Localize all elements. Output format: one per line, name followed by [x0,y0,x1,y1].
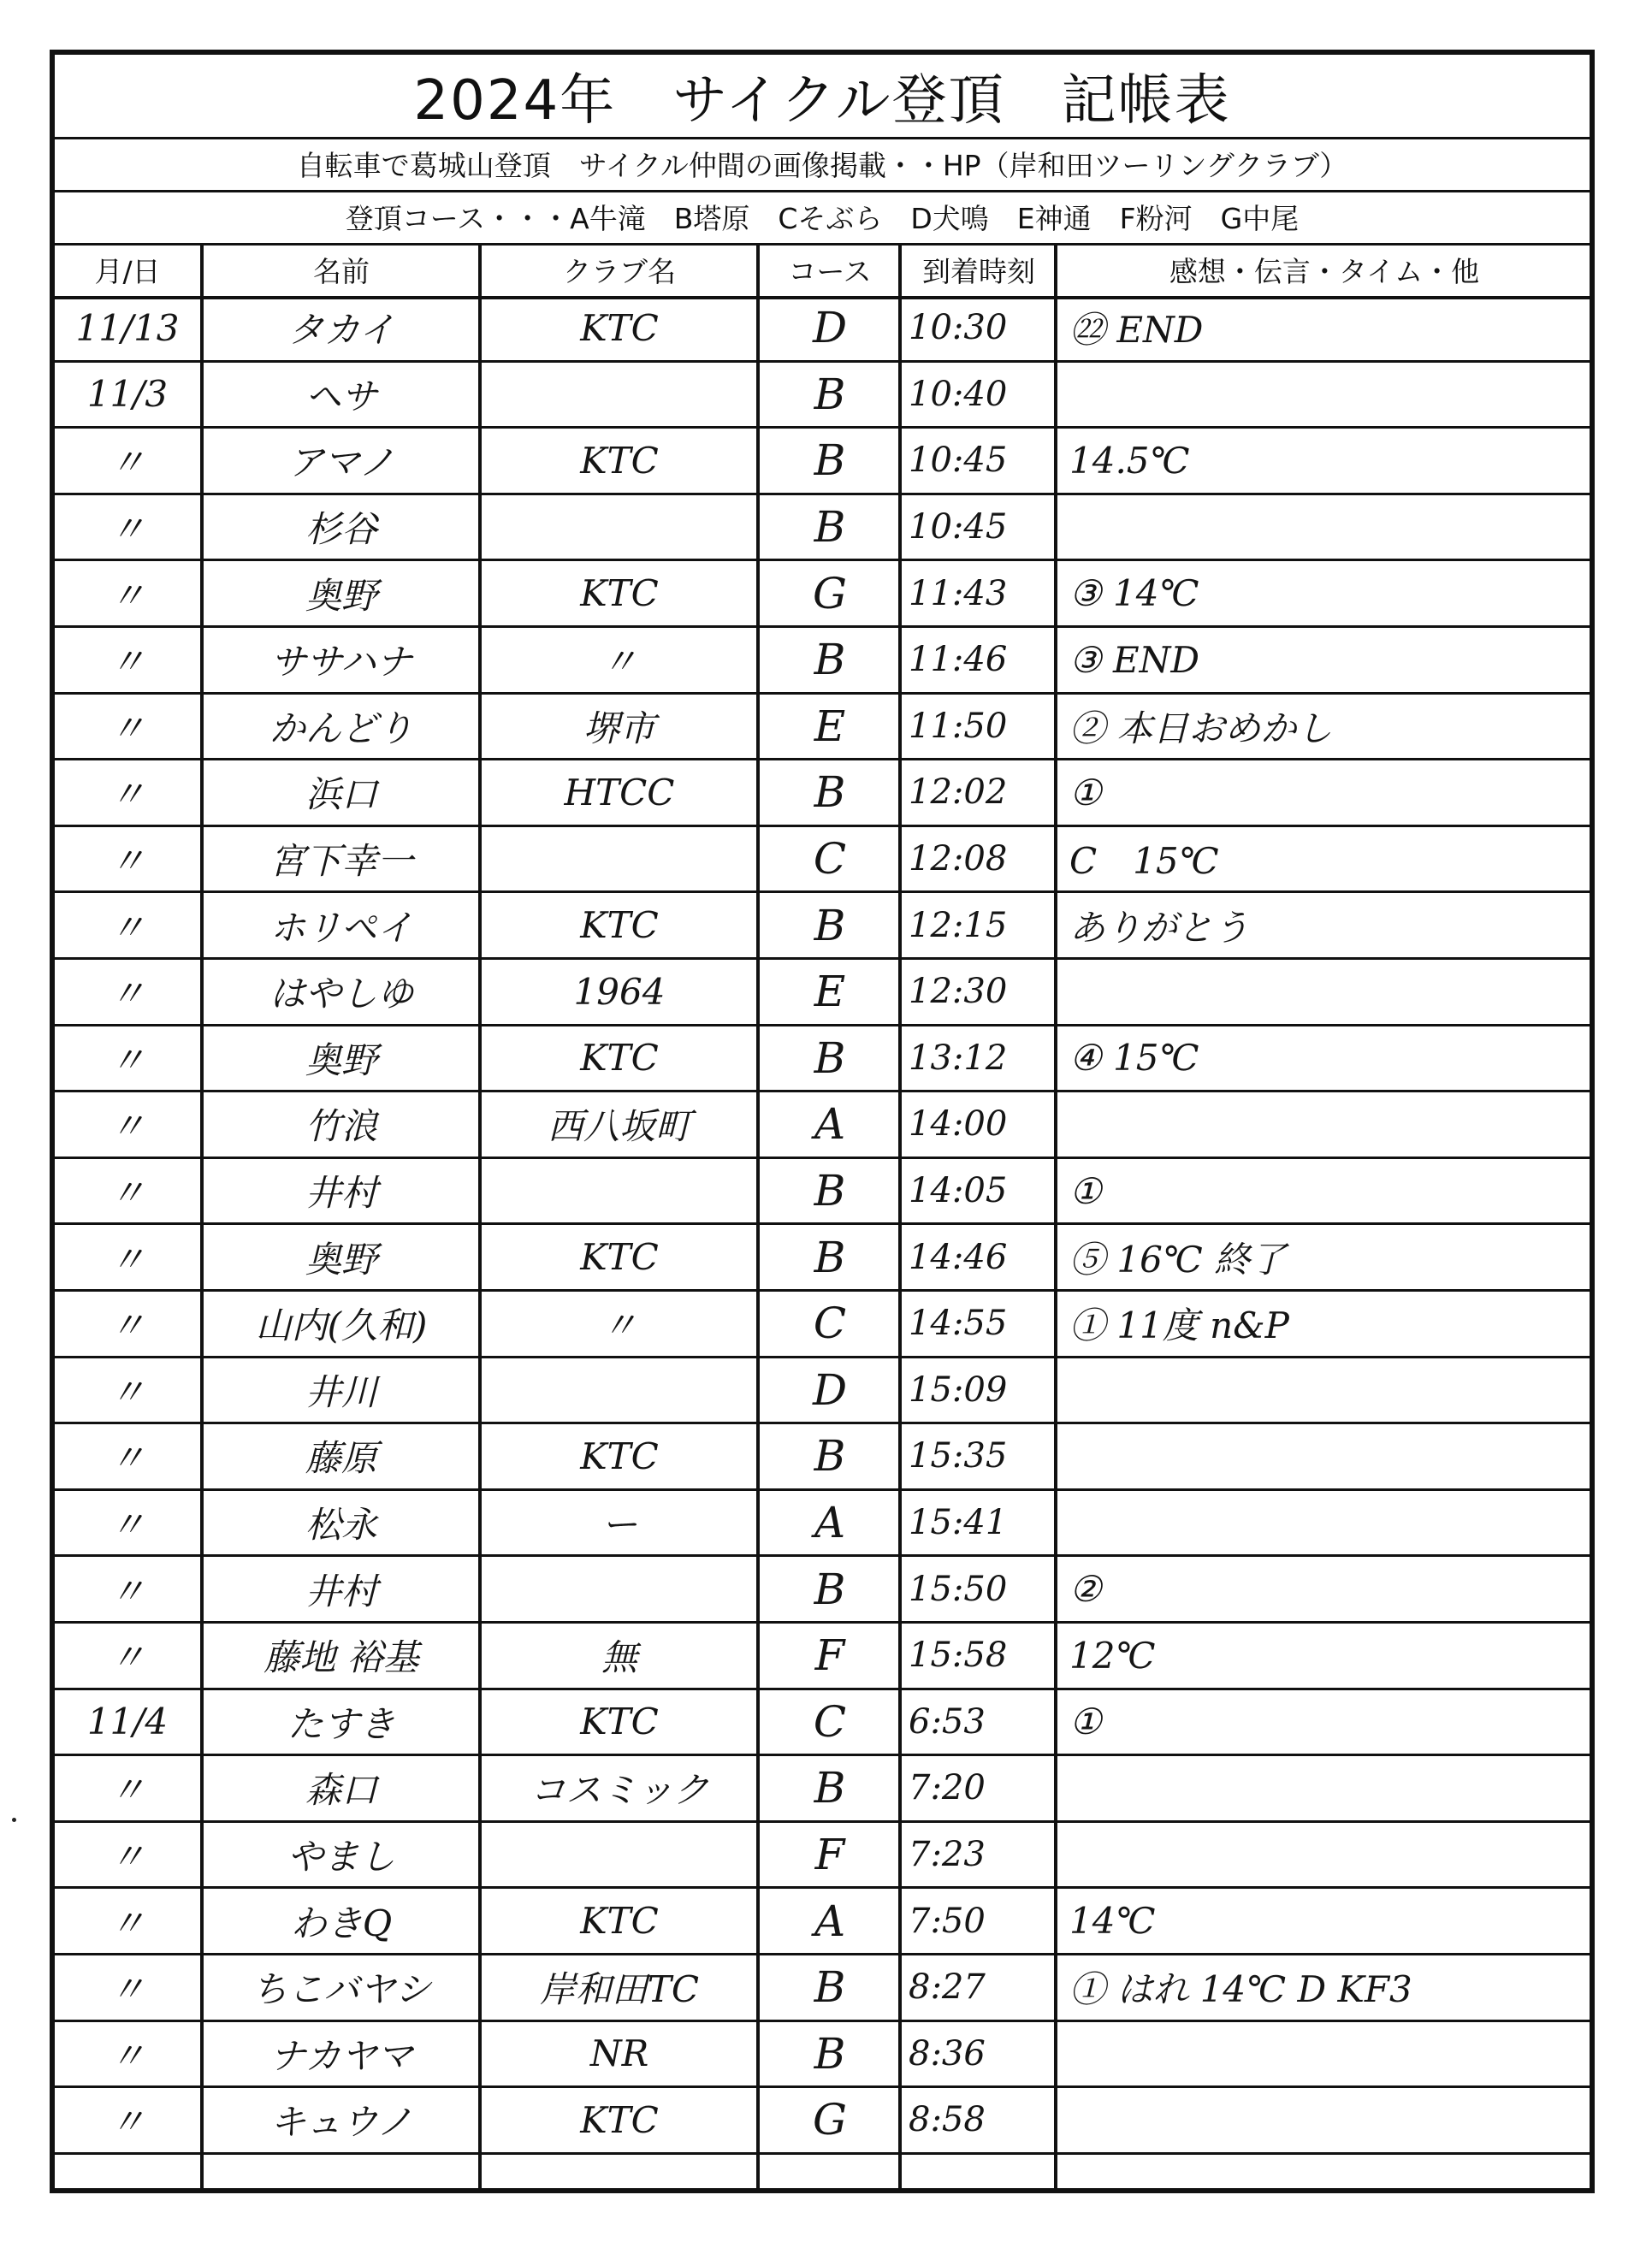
entry-name: やまし [287,1836,395,1878]
entry-time: 12:30 [909,972,1008,1012]
entry-name: ホリペイ [269,906,413,949]
entry-note: ① [1069,1701,1102,1743]
entry-time: 15:50 [909,1569,1008,1609]
entry-name: アマノ [287,441,395,484]
entry-note: 12℃ [1069,1634,1156,1677]
entry-club: KTC [580,1435,659,1477]
entry-time: 10:45 [909,441,1008,481]
table-row [55,628,1590,695]
entry-name: 奥野 [305,574,377,617]
entry-club: KTC [580,904,659,947]
entry-name: 奥野 [305,1038,377,1081]
entry-time: 8:27 [909,1967,986,2008]
entry-name: 奥野 [305,1238,377,1281]
entry-club: KTC [580,306,659,349]
table-row [55,1092,1590,1159]
entry-course: B [814,1232,846,1282]
table-row [55,893,1590,960]
entry-club [483,363,756,427]
entry-date: 〃 [109,2101,145,2144]
entry-note [1059,1491,1600,1555]
entry-time: 12:08 [909,839,1008,879]
entry-course: B [814,369,846,419]
entry-name: 宮下幸一 [269,840,413,883]
entry-course: G [813,2095,847,2145]
entry-date: 〃 [109,1238,145,1281]
entry-name: キュウノ [269,2101,413,2144]
entry-date: 〃 [109,973,145,1015]
subtitle: 自転車で葛城山登頂 サイクル仲間の画像掲載・・HP（岸和田ツーリングクラブ） [55,137,1590,192]
header-date: 月/日 [94,254,161,288]
log-sheet [50,50,1595,2193]
entry-time: 10:40 [909,374,1008,414]
entry-name: 山内(久和) [255,1304,428,1347]
entry-name: はやしゆ [269,973,413,1015]
entry-time: 7:23 [909,1835,986,1875]
entry-time: 11:50 [909,706,1008,746]
table-row [55,1225,1590,1292]
table-row [55,561,1590,628]
table-row [55,1424,1590,1491]
entry-name: 井村 [305,1570,377,1612]
entry-name: たすき [287,1702,395,1745]
header-course: コース [788,254,872,288]
entry-date: 〃 [109,1504,145,1547]
entry-name: かんどり [269,707,413,749]
entry-course: B [814,635,846,685]
entry-club [483,827,756,891]
entry-club [483,1823,756,1887]
table-row [55,960,1590,1026]
entry-name: ちこバヤシ [252,1968,431,2011]
entry-club [483,1358,756,1423]
entry-name: 井川 [305,1370,377,1413]
entry-note: ③ 14℃ [1069,572,1199,615]
entry-time: 7:50 [909,1901,986,1941]
entry-club: 岸和田TC [539,1968,700,2011]
entry-time: 14:46 [909,1237,1008,1277]
entry-course: B [814,1962,846,2013]
entry-time: 14:05 [909,1171,1008,1211]
entry-course: B [814,435,846,486]
entry-name: タカイ [287,309,395,352]
table-row [55,1358,1590,1425]
table-row [55,1756,1590,1823]
entry-time: 14:55 [909,1304,1008,1344]
table-row [55,363,1590,429]
entry-club: 西八坂町 [547,1105,691,1148]
entry-date: 〃 [109,1370,145,1413]
entry-note: ② 本日おめかし [1069,707,1333,749]
entry-club: KTC [580,572,659,615]
entry-note: 14℃ [1069,1900,1156,1943]
entry-name: ナカヤマ [269,2034,413,2077]
entry-club: KTC [580,1236,659,1279]
entry-time: 14:00 [909,1104,1008,1145]
entry-course: G [813,568,847,618]
entry-date: 〃 [109,441,145,484]
entry-course: D [812,1364,848,1415]
table-row [55,1159,1590,1226]
entry-course: B [814,1166,846,1216]
entry-course: C [813,834,847,884]
table-row [55,495,1590,562]
entry-club: 1964 [573,970,666,1013]
entry-time: 15:35 [909,1436,1008,1476]
entry-course: A [814,1498,846,1548]
entry-course: C [813,1696,847,1747]
entry-club: KTC [580,1037,659,1080]
entry-date: 〃 [109,1570,145,1612]
entry-note: ④ 15℃ [1069,1037,1199,1080]
entry-date: 〃 [109,1105,145,1148]
table-row [55,1955,1590,2022]
entry-note [1059,1756,1600,1820]
stray-mark [12,1818,16,1822]
entry-name: 浜口 [305,773,377,816]
table-row [55,1823,1590,1890]
table-row [55,1292,1590,1358]
entry-note [1059,960,1600,1024]
entry-course: B [814,1431,846,1482]
table-row [55,1624,1590,1690]
table-header [55,243,1590,299]
entry-note [1059,363,1600,427]
entry-date: 〃 [109,1636,145,1679]
entry-name: 森口 [305,1769,377,1812]
entry-note [1059,1424,1600,1488]
entry-time: 13:12 [909,1038,1008,1078]
entry-note: ありがとう [1069,906,1250,949]
entry-time: 12:15 [909,905,1008,945]
entry-course: A [814,1099,846,1150]
entry-time: 15:41 [909,1503,1008,1543]
entry-date: 11/4 [86,1701,169,1743]
entry-club: NR [589,2032,649,2075]
entry-date: 〃 [109,773,145,816]
entry-name: 竹浪 [305,1105,377,1148]
table-row [55,1557,1590,1624]
entry-time: 11:43 [909,573,1008,613]
entry-time: 8:58 [909,2100,986,2140]
entry-note: ① [1069,1169,1102,1212]
entry-date: 〃 [109,840,145,883]
entry-club: ー [601,1504,637,1547]
entry-name: わきQ [290,1902,393,1944]
entry-date: 〃 [109,1836,145,1878]
entry-course: B [814,1032,846,1083]
entry-club: HTCC [564,771,675,813]
entry-name: ササハナ [270,641,412,683]
entry-course: F [814,1830,845,1880]
entry-name: 杉谷 [305,508,377,551]
entry-time: 11:46 [909,640,1008,680]
entry-time: 15:58 [909,1636,1008,1676]
entry-club: 〃 [601,641,637,683]
entry-note: ① [1069,771,1102,813]
entry-club: コスミック [530,1769,709,1812]
entry-course: B [814,502,846,553]
entry-date: 11/13 [75,306,180,349]
entry-date: 〃 [109,707,145,749]
entry-note [1059,1092,1600,1157]
entry-date: 〃 [109,574,145,617]
entry-time: 10:30 [909,308,1008,348]
entry-time: 6:53 [909,1701,986,1742]
entry-course: B [814,900,846,950]
table-row [55,1889,1590,1955]
entry-name: 松永 [305,1504,377,1547]
course-legend: 登頂コース・・・A牛滝 B塔原 Cそぶら D犬鳴 E神通 F粉河 G中尾 [55,190,1590,246]
entry-note: ③ END [1069,638,1200,681]
entry-club: KTC [580,1900,659,1943]
entry-course: A [814,1896,846,1946]
entry-note: 14.5℃ [1069,439,1190,482]
table-row [55,827,1590,894]
entry-course: F [814,1630,845,1681]
entry-date: 〃 [109,1968,145,2011]
entry-course: E [814,701,846,751]
entry-date: 〃 [109,1437,145,1480]
entry-course: B [814,2028,846,2079]
entry-course: B [814,1564,846,1614]
entry-club: KTC [580,2098,659,2141]
entry-name: 藤地 裕基 [263,1636,419,1679]
entry-date: 〃 [109,906,145,949]
table-row [55,2088,1590,2155]
entry-name: ヘサ [305,375,377,417]
entry-date: 〃 [109,1304,145,1347]
entry-club: KTC [580,439,659,482]
entry-date: 〃 [109,2034,145,2077]
header-note: 感想・伝言・タイム・他 [1169,254,1480,288]
entry-name: 藤原 [305,1437,377,1480]
header-time: 到着時刻 [922,254,1035,288]
entry-course: E [814,967,846,1017]
table-row [55,1491,1590,1558]
entry-time: 7:20 [909,1768,986,1808]
entry-date: 〃 [109,1769,145,1812]
table-row [55,2022,1590,2089]
entry-club: KTC [580,1701,659,1743]
entry-time: 12:02 [909,772,1008,813]
table-row [55,1026,1590,1093]
entry-note: ⑤ 16℃ 終了 [1069,1238,1287,1281]
entry-name: 井村 [305,1172,377,1215]
entry-note [1059,2088,1600,2152]
entry-date: 〃 [109,1038,145,1081]
entry-date: 11/3 [86,373,169,416]
header-club: クラブ名 [563,254,676,288]
entry-time: 15:09 [909,1370,1008,1410]
entry-time: 8:36 [909,2033,986,2074]
entry-note [1059,2022,1600,2086]
entry-time: 10:45 [909,507,1008,547]
table-row [55,760,1590,827]
entry-club [483,495,756,559]
header-name: 名前 [313,254,370,288]
entry-club [483,1159,756,1223]
entry-note [1059,1358,1600,1423]
entry-date: 〃 [109,508,145,551]
page-title: 2024年 サイクル登頂 記帳表 [55,55,1590,139]
table-row [55,296,1590,363]
entry-note [1059,495,1600,559]
entry-note: ② [1069,1568,1102,1611]
entry-note: ㉒ END [1069,309,1204,352]
entry-club [483,1557,756,1621]
entry-course: C [813,1299,847,1349]
entry-club: 〃 [601,1304,637,1347]
entry-club: 堺市 [583,707,655,749]
entry-course: B [814,767,846,818]
entry-date: 〃 [109,1172,145,1215]
entry-note [1059,1823,1600,1887]
table-row [55,695,1590,761]
entry-note: C 15℃ [1069,840,1219,883]
table-row [55,1690,1590,1757]
entry-course: B [814,1763,846,1813]
entry-date: 〃 [109,641,145,683]
entry-date: 〃 [109,1902,145,1944]
entry-course: D [812,303,848,353]
entry-club: 無 [601,1636,637,1679]
entry-note: ① 11度 n&P [1069,1304,1289,1347]
table-row [55,429,1590,495]
entry-note: ① はれ 14℃ D KF3 [1069,1968,1412,2011]
